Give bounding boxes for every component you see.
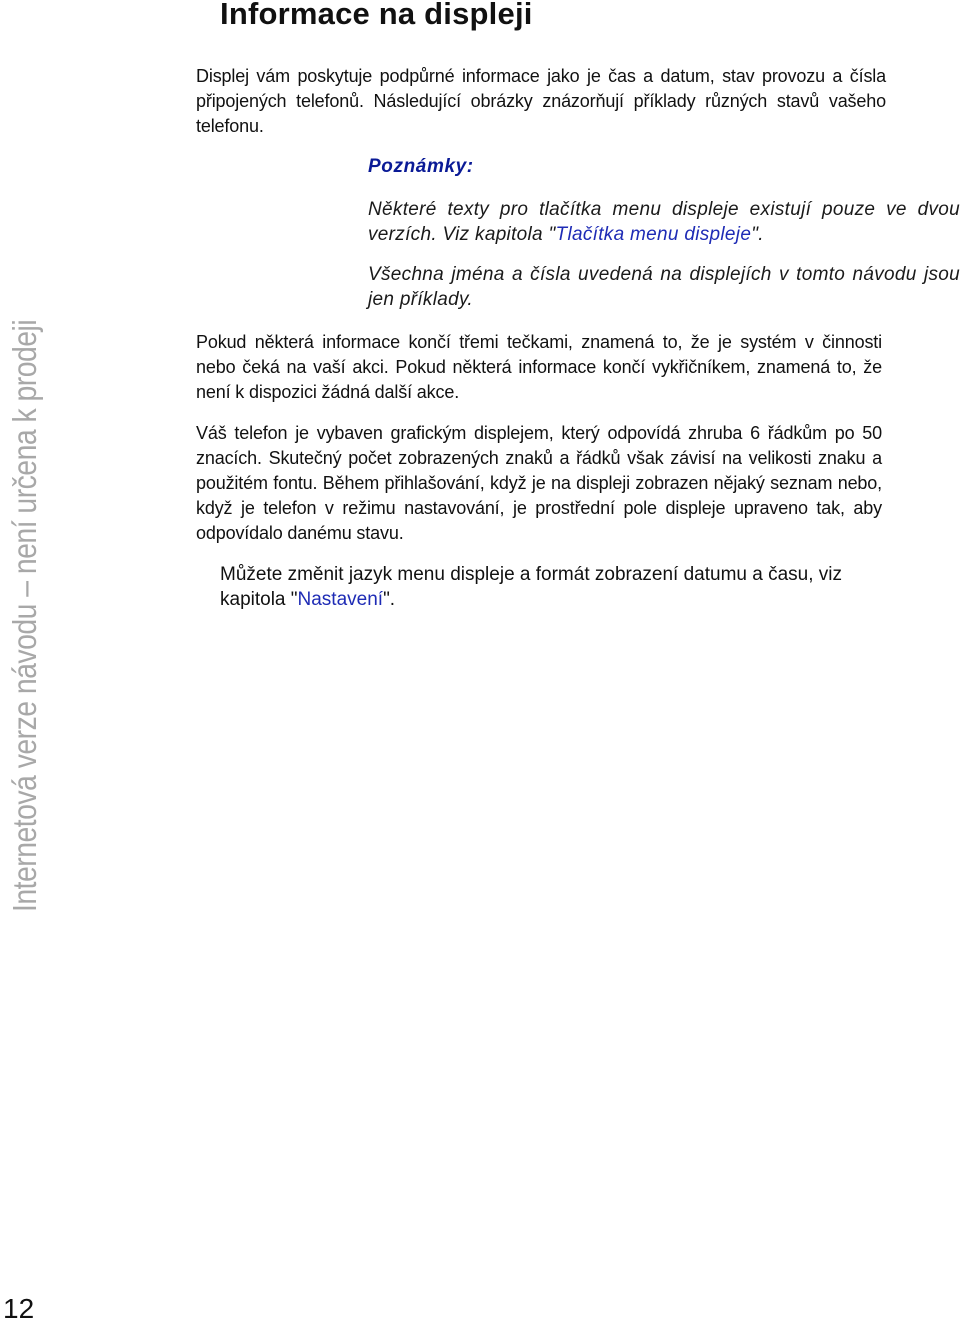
page-title: Informace na displeji [220,0,533,31]
dots-paragraph: Pokud některá informace končí třemi tečkami, znamená to, že je systém v činnosti nebo čeká na vaší akci. Pokud některá informace končí vykřičníkem, znamená to, že není k dispozici žádná další akce. [196,332,882,402]
chapter-link-menu-buttons[interactable]: Tlačítka menu displeje [555,224,752,245]
chapter-link-settings[interactable]: Nastavení [297,589,384,610]
notes-block [368,154,960,327]
language-paragraph-text: Můžete změnit jazyk menu displeje a formát zobrazení datumu a času, viz kapitola " [220,564,843,610]
language-paragraph-end: ". [383,589,396,610]
intro-paragraph: Displej vám poskytuje podpůrné informace jako je čas a datum, stav provozu a čísla připojených telefonů. Následující obrázky znázorňují příklady různých stavů vašeho telefonu. [196,66,886,136]
side-watermark: Internetová verze návodu – není určena k prodeji [6,319,43,912]
note-item-menu-buttons [368,197,960,247]
display-paragraph: Váš telefon je vybaven grafickým displejem, který odpovídá zhruba 6 řádkům po 50 znacích. Skutečný počet zobrazených znaků a řádků však závisí na velikosti znaku a použitém fontu. Během přihlašování, když je na displeji zobrazen nějaký seznam nebo, když je telefon v režimu nastavování, je prostřední pole displeje upraveno tak, aby odpovídalo danému stavu. [196,423,882,543]
note-item-menu-buttons-text: Některé texty pro tlačítka menu displeje existují pouze ve dvou verzích. Viz kapitola " [368,199,960,245]
language-paragraph [220,562,860,612]
page-number: 12 [3,1293,35,1324]
notes-title: Poznámky: [368,156,474,177]
note-item-menu-buttons-end: ". [751,224,764,245]
note-item-examples: Všechna jména a čísla uvedená na displejích v tomto návodu jsou jen příklady. [368,264,960,310]
